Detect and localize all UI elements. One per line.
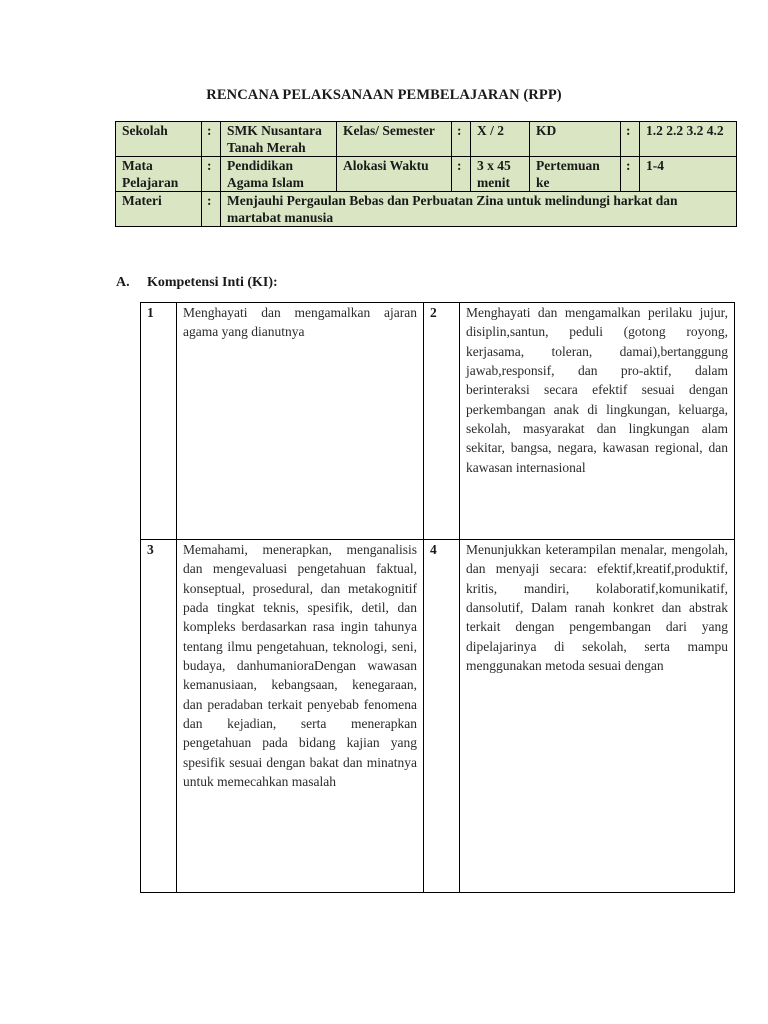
identity-row-school <box>116 122 737 157</box>
identity-table <box>115 121 737 227</box>
identity-row-material <box>116 192 737 227</box>
document-title: RENCANA PELAKSANAAN PEMBELAJARAN (RPP) <box>206 87 562 103</box>
class-semester-label: Kelas/ Semester <box>337 122 452 157</box>
material-value: Menjauhi Pergaulan Bebas dan Perbuatan Zina untuk melindungi harkat dan martabat manusia <box>221 192 737 227</box>
section-heading-ki <box>116 275 278 291</box>
colon: : <box>452 122 471 157</box>
school-label: Sekolah <box>116 122 202 157</box>
ki-text: Menghayati dan mengamalkan perilaku jujur, disiplin,santun, peduli (gotong royong, kerjasama, toleran, damai),bertanggung jawab,responsif, dan pro-aktif, dalam berinteraksi secara efektif sesuai dengan perkembangan anak di lingkungan, keluarga, sekolah, masyarakat dan lingkungan alam sekitar, bangsa, negara, kawasan regional, dan kawasan internasional <box>460 303 735 540</box>
ki-row <box>141 540 735 893</box>
time-allocation-value: 3 x 45 menit <box>471 157 530 192</box>
identity-row-subject <box>116 157 737 192</box>
ki-text: Menunjukkan keterampilan menalar, mengolah, dan menyaji secara: efektif,kreatif,produktif, kritis, mandiri, kolaboratif,komunikatif, dansolutif, Dalam ranah konkret dan abstrak terkait dengan pengembangan dari yang dipelajarinya di sekolah, serta mampu menggunakan metoda sesuai dengan <box>460 540 735 893</box>
section-letter: A. <box>116 275 130 290</box>
colon: : <box>621 157 640 192</box>
colon: : <box>452 157 471 192</box>
ki-number: 3 <box>141 540 177 893</box>
ki-number: 1 <box>141 303 177 540</box>
ki-text: Menghayati dan mengamalkan ajaran agama yang dianutnya <box>177 303 424 540</box>
meeting-value: 1-4 <box>640 157 737 192</box>
core-competency-table <box>140 302 735 893</box>
kd-label: KD <box>530 122 621 157</box>
ki-number: 4 <box>424 540 460 893</box>
meeting-label: Pertemuan ke <box>530 157 621 192</box>
ki-number: 2 <box>424 303 460 540</box>
class-semester-value: X / 2 <box>471 122 530 157</box>
colon: : <box>202 122 221 157</box>
subject-label: Mata Pelajaran <box>116 157 202 192</box>
section-title: Kompetensi Inti (KI): <box>147 275 278 290</box>
school-value: SMK Nusantara Tanah Merah <box>221 122 337 157</box>
ki-text: Memahami, menerapkan, menganalisis dan mengevaluasi pengetahuan faktual, konseptual, prosedural, dan metakognitif pada tingkat teknis, spesifik, detil, dan kompleks berdasarkan rasa ingin tahunya tentang ilmu pengetahuan, teknologi, seni, budaya, danhumanioraDengan wawasan kemanusiaan, kebangsaan, kenegaraan, dan peradaban terkait penyebab fenomena dan kejadian, serta menerapkan pengetahuan pada bidang kajian yang spesifik sesuai dengan bakat dan minatnya untuk memecahkan masalah <box>177 540 424 893</box>
colon: : <box>202 157 221 192</box>
subject-value: Pendidikan Agama Islam <box>221 157 337 192</box>
ki-row <box>141 303 735 540</box>
colon: : <box>202 192 221 227</box>
kd-value: 1.2 2.2 3.2 4.2 <box>640 122 737 157</box>
material-label: Materi <box>116 192 202 227</box>
time-allocation-label: Alokasi Waktu <box>337 157 452 192</box>
colon: : <box>621 122 640 157</box>
